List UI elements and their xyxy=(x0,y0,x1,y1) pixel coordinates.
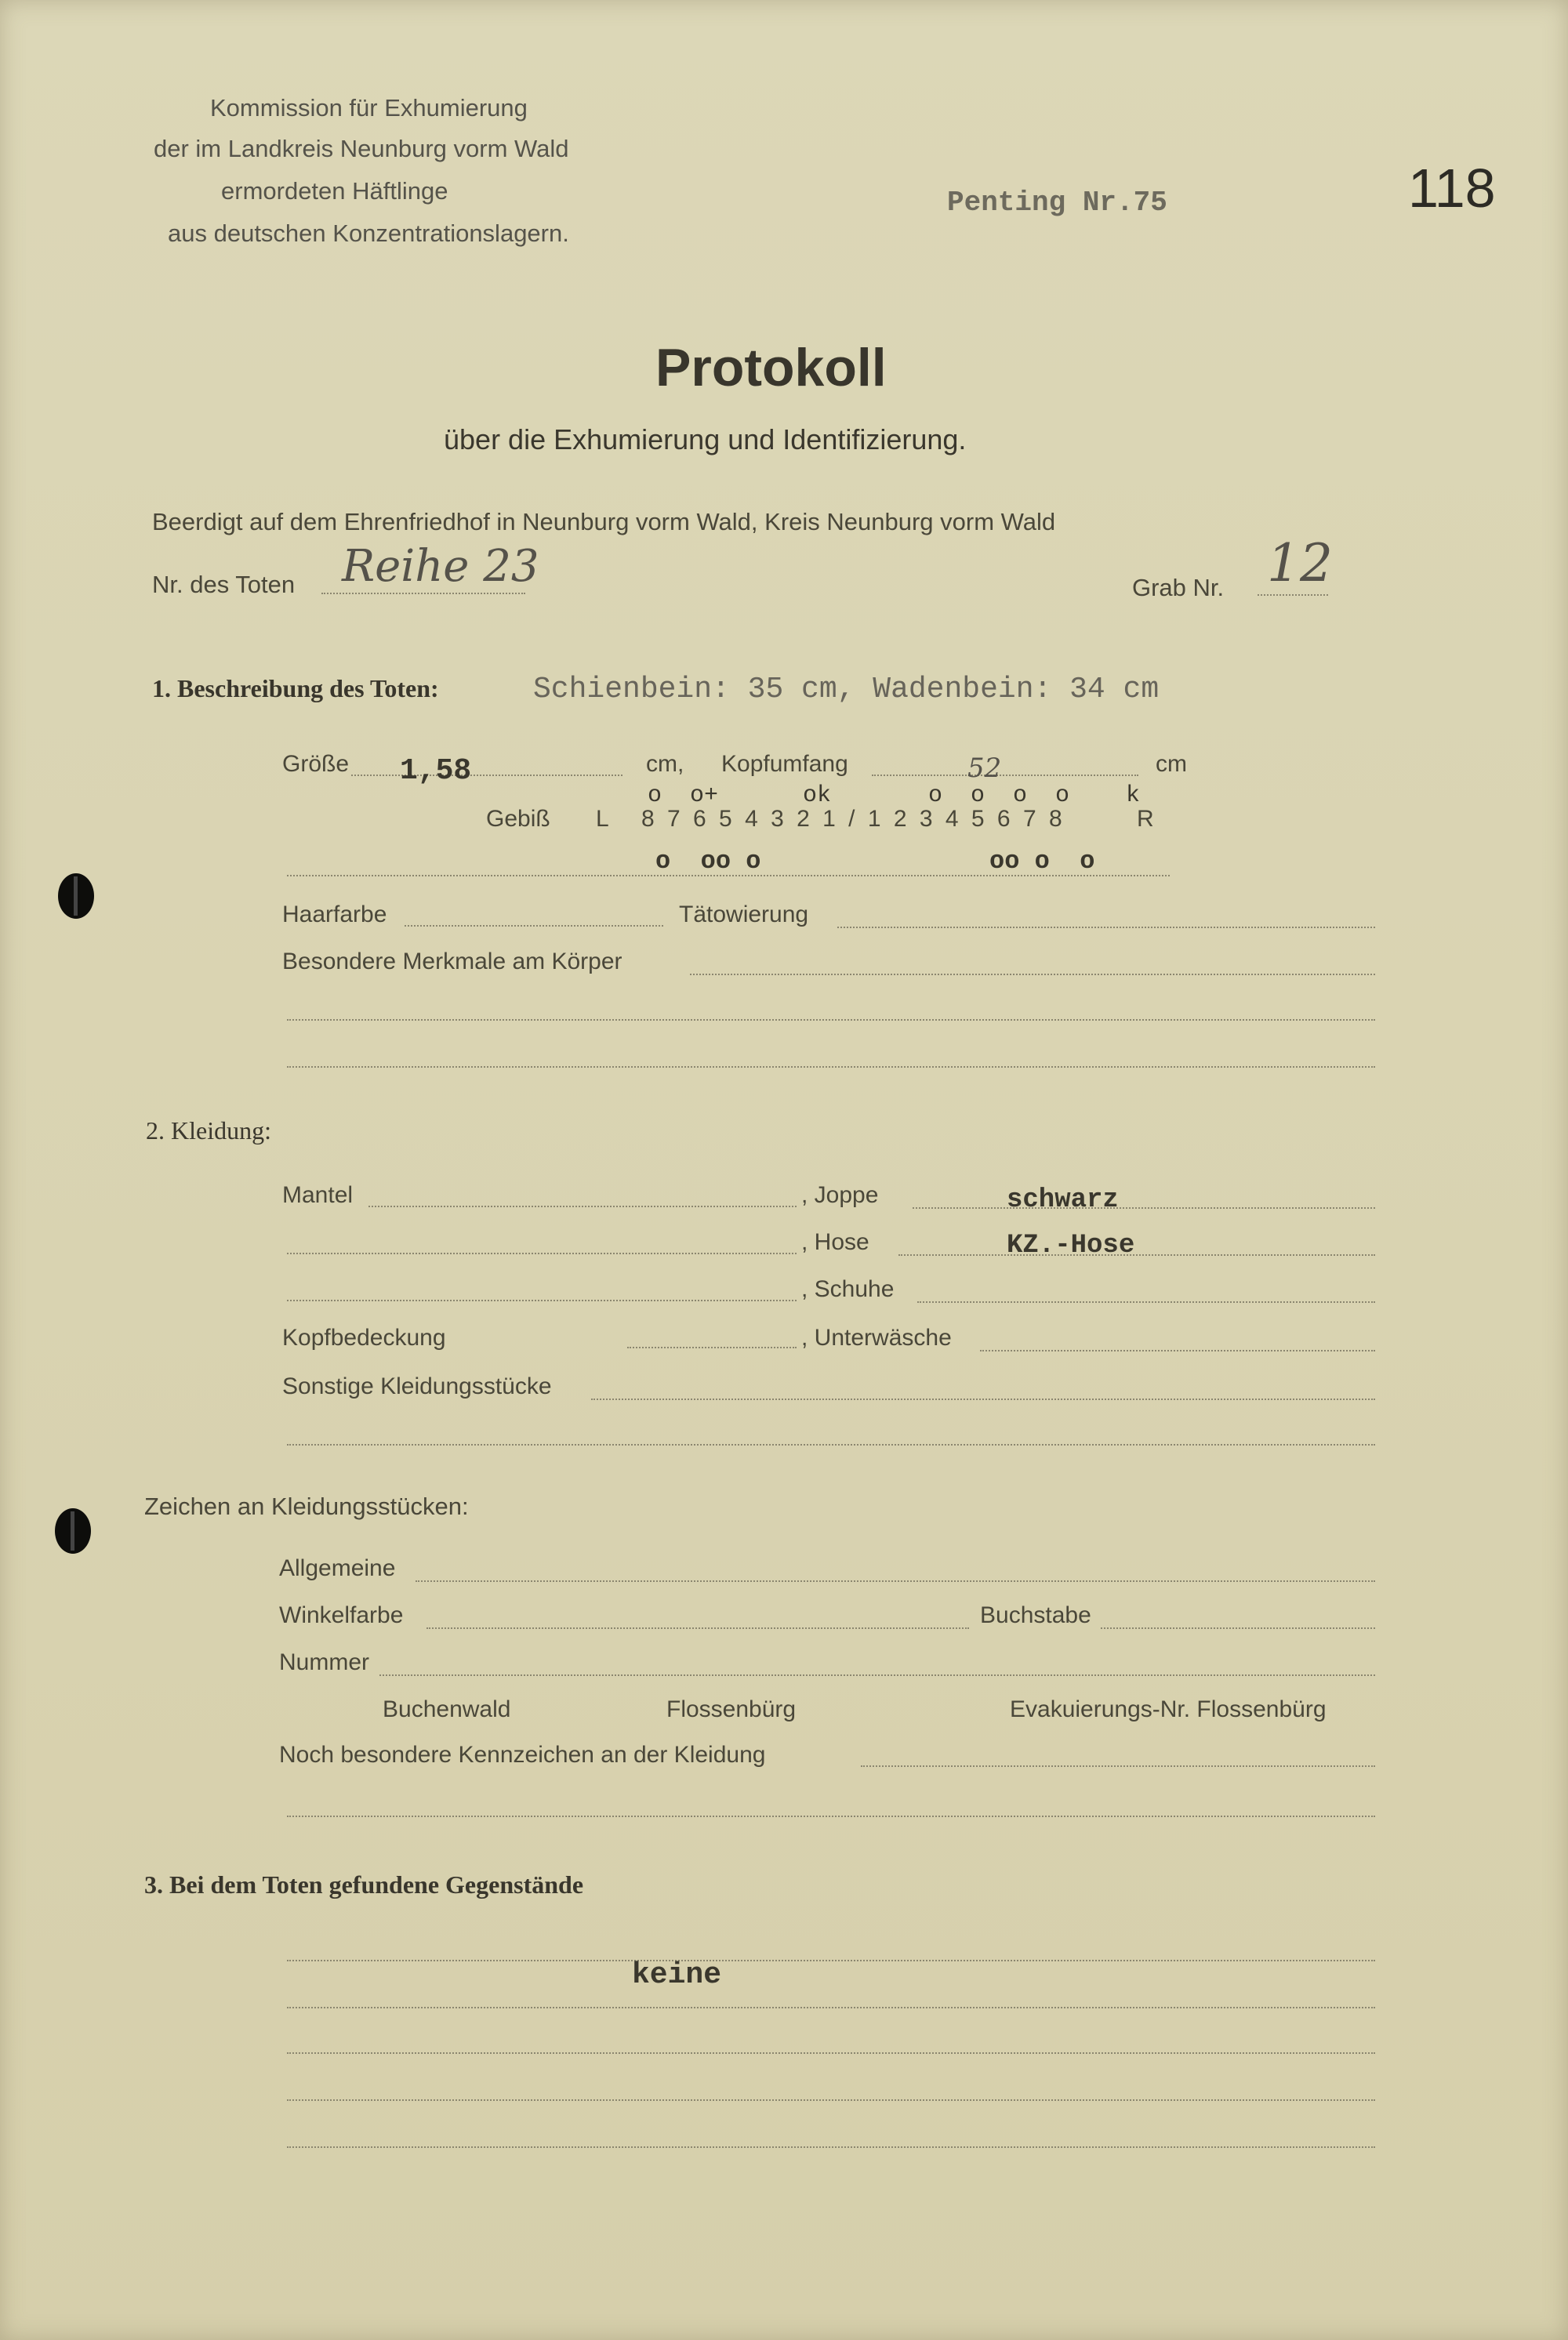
merkmale-line-3 xyxy=(287,1066,1375,1068)
page-title: Protokoll xyxy=(655,338,887,397)
gebiss-numbers: 8 7 6 5 4 3 2 1 / 1 2 3 4 5 6 7 8 xyxy=(641,806,1065,832)
section-1-typed-note: Schienbein: 35 cm, Wadenbein: 34 cm xyxy=(533,673,1160,706)
grab-nr-line xyxy=(1258,594,1328,596)
mantel-line xyxy=(368,1206,797,1207)
punch-hole-top xyxy=(58,873,94,919)
winkelfarbe-line xyxy=(426,1627,969,1629)
merkmale-line xyxy=(690,974,1375,975)
kopfbedeckung-label: Kopfbedeckung xyxy=(282,1325,446,1351)
grab-nr-label: Grab Nr. xyxy=(1132,574,1225,601)
kopfumfang-line xyxy=(872,775,1138,776)
groesse-line xyxy=(351,775,622,776)
haarfarbe-label: Haarfarbe xyxy=(282,902,387,927)
buchenwald-label: Buchenwald xyxy=(383,1696,511,1722)
grab-nr-value: 12 xyxy=(1267,533,1333,593)
section-1-heading: 1. Beschreibung des Toten: xyxy=(152,674,439,702)
page-number: 118 xyxy=(1408,158,1496,219)
groesse-label: Größe xyxy=(282,751,350,777)
gebiss-right: R xyxy=(1137,806,1154,832)
joppe-value: schwarz xyxy=(1007,1185,1119,1215)
commission-line-1: Kommission für Exhumierung xyxy=(210,94,528,122)
joppe-line xyxy=(913,1207,1375,1209)
hose-label: , Hose xyxy=(801,1229,869,1255)
buchstabe-line xyxy=(1101,1627,1375,1629)
gegenstaende-line-5 xyxy=(287,2146,1375,2148)
gegenstaende-line-4 xyxy=(287,2099,1375,2101)
section-3-heading: 3. Bei dem Toten gefundene Gegenstände xyxy=(144,1870,584,1899)
punch-hole-bottom xyxy=(55,1508,91,1554)
winkelfarbe-label: Winkelfarbe xyxy=(279,1602,404,1628)
teeth-top-right: o o o o k xyxy=(928,782,1141,809)
sonstige-line-2 xyxy=(287,1444,1375,1446)
joppe-label: , Joppe xyxy=(801,1182,879,1208)
nr-des-toten-line xyxy=(321,593,525,594)
mantel-line-3 xyxy=(287,1300,797,1301)
section-2-heading: 2. Kleidung: xyxy=(146,1116,271,1145)
buchstabe-label: Buchstabe xyxy=(980,1602,1091,1628)
kopfumfang-label: Kopfumfang xyxy=(721,751,848,777)
mantel-label: Mantel xyxy=(282,1182,354,1208)
kennzeichen-line xyxy=(861,1765,1375,1767)
commission-line-4: aus deutschen Konzentrationslagern. xyxy=(168,219,569,247)
hose-value: KZ.-Hose xyxy=(1007,1231,1135,1261)
schuhe-line xyxy=(917,1301,1375,1303)
cm-label-1: cm, xyxy=(646,751,684,777)
kopfbedeckung-line xyxy=(627,1347,797,1348)
kopfumfang-value: 52 xyxy=(967,753,1002,784)
gebiss-label: Gebiß xyxy=(486,806,550,832)
kennzeichen-line-2 xyxy=(287,1816,1375,1817)
merkmale-label: Besondere Merkmale am Körper xyxy=(282,949,622,974)
gegenstaende-value: keine xyxy=(632,1958,722,1992)
allgemeine-label: Allgemeine xyxy=(279,1555,396,1581)
evakuierung-label: Evakuierungs-Nr. Flossenbürg xyxy=(1010,1696,1327,1722)
burial-line: Beerdigt auf dem Ehrenfriedhof in Neunburg vorm Wald, Kreis Neunburg vorm Wald xyxy=(152,508,1056,535)
flossenbuerg-label: Flossenbürg xyxy=(666,1696,797,1722)
taetowierung-line xyxy=(837,927,1375,928)
hose-line xyxy=(898,1254,1375,1256)
zeichen-heading: Zeichen an Kleidungsstücken: xyxy=(144,1493,469,1520)
gegenstaende-line-1 xyxy=(287,1960,1375,1961)
nummer-label: Nummer xyxy=(279,1649,370,1675)
teeth-bottom-left: o oo o xyxy=(655,847,761,876)
sonstige-label: Sonstige Kleidungsstücke xyxy=(282,1373,552,1399)
allgemeine-line xyxy=(416,1580,1375,1582)
gegenstaende-line-3 xyxy=(287,2052,1375,2054)
commission-line-3: ermordeten Häftlinge xyxy=(221,177,448,205)
sonstige-line xyxy=(591,1399,1375,1400)
gebiss-left: L xyxy=(596,806,609,832)
unterwaesche-line xyxy=(980,1350,1375,1351)
commission-line-2: der im Landkreis Neunburg vorm Wald xyxy=(154,135,569,162)
taetowierung-label: Tätowierung xyxy=(679,902,809,927)
page-subtitle: über die Exhumierung und Identifizierung. xyxy=(444,423,967,455)
gegenstaende-line-2 xyxy=(287,2007,1375,2008)
nr-des-toten-label: Nr. des Toten xyxy=(152,571,296,598)
unterwaesche-label: , Unterwäsche xyxy=(801,1325,952,1351)
haarfarbe-line xyxy=(405,925,663,927)
nummer-line xyxy=(379,1674,1375,1676)
teeth-top-left: o o+ ok xyxy=(648,782,832,809)
kennzeichen-label: Noch besondere Kennzeichen an der Kleidung xyxy=(279,1742,766,1768)
merkmale-line-2 xyxy=(287,1019,1375,1021)
groesse-value: 1,58 xyxy=(400,754,472,788)
penting-stamp: Penting Nr.75 xyxy=(947,187,1167,219)
mantel-line-2 xyxy=(287,1253,797,1254)
nr-des-toten-value: Reihe 23 xyxy=(342,541,539,592)
teeth-bottom-right: oo o o xyxy=(989,847,1095,876)
schuhe-label: , Schuhe xyxy=(801,1276,895,1302)
cm-label-2: cm xyxy=(1156,751,1187,777)
